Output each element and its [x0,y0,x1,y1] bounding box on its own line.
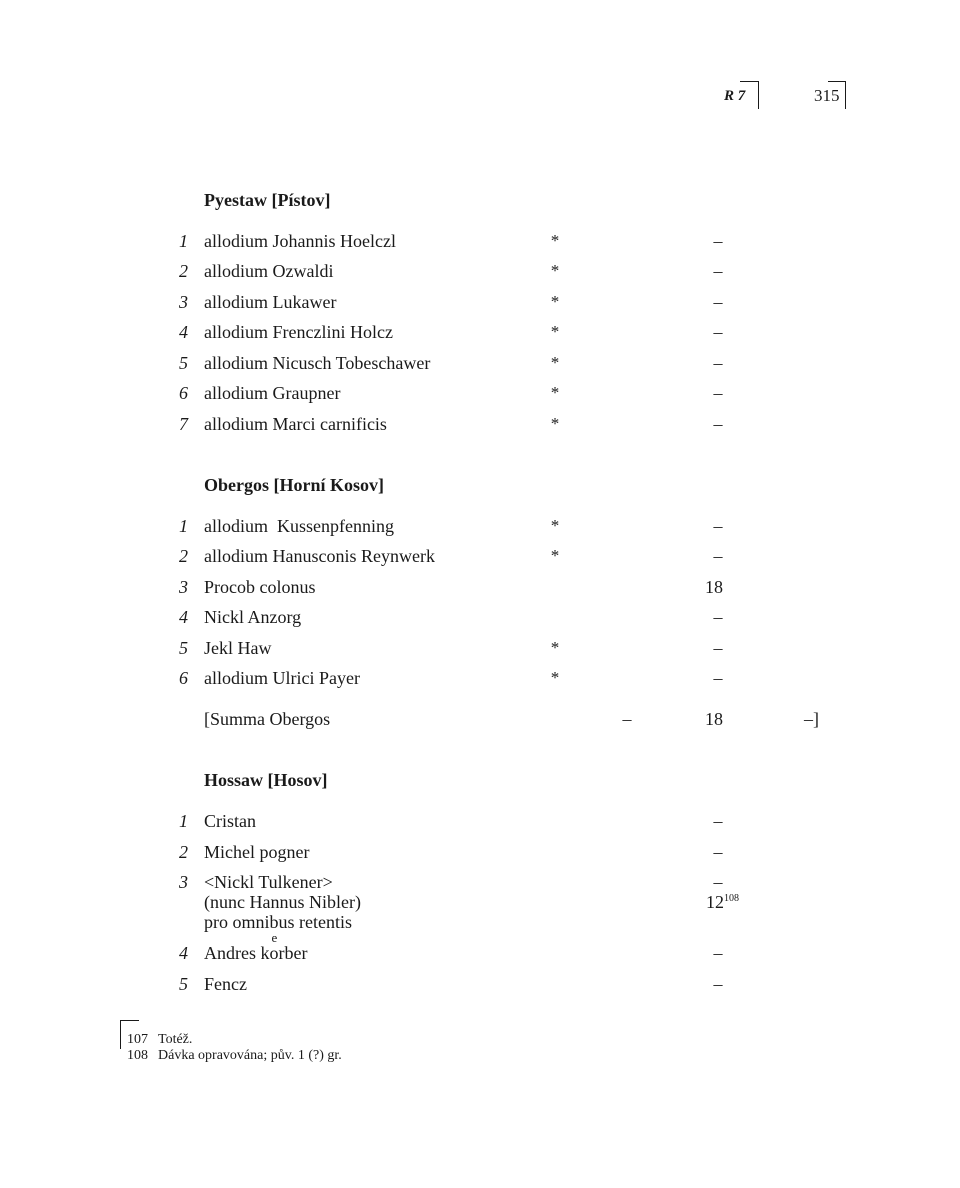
row-text: allodium Marci carnificis [204,414,387,434]
summa-label: [Summa Obergos [204,709,331,729]
row-value: – [713,872,723,892]
row-value: – [713,546,723,566]
row-number: 2 [179,261,188,281]
row-value: – [713,353,723,373]
row-value: – [713,974,723,994]
summa-col3: –] [804,709,819,729]
section-title: Hossaw [Hosov] [204,770,328,790]
row-value: – [713,261,723,281]
row-text-line: (nunc Hannus Nibler) [204,892,361,912]
row-value: – [713,383,723,403]
row-number: 3 [179,292,188,312]
row-value: – [713,607,723,627]
row-value: – [713,231,723,251]
row-text: allodium Nicusch Tobeschawer [204,353,431,373]
row-number: 1 [179,516,188,536]
row-mark: * [550,516,560,535]
row-text: allodium Lukawer [204,292,337,312]
row-text: Fencz [204,974,247,994]
summa-col1: – [622,709,632,729]
row-number: 2 [179,842,188,862]
row-number: 6 [179,383,188,403]
row-number: 4 [179,322,188,342]
row-value: – [713,638,723,658]
row-mark: * [550,322,560,341]
footnote-number: 107 [127,1032,148,1047]
row-text: allodium Johannis Hoelczl [204,231,396,251]
row-text: allodium Frenczlini Holcz [204,322,393,342]
row-text-line: pro omnibus retentis [204,912,352,932]
row-value-corrected [706,892,739,912]
row-mark: * [550,383,560,402]
row-value: – [713,668,723,688]
row-text: Andres k e orber [204,930,308,963]
row-text: allodium Hanusconis Reynwerk [204,546,435,566]
row-value: – [713,292,723,312]
row-number: 6 [179,668,188,688]
row-mark: * [550,353,560,372]
row-text: allodium Ulrici Payer [204,668,360,688]
footnote-number: 108 [127,1048,148,1063]
header-corner-mark [828,81,846,109]
row-mark: * [550,668,560,687]
header-corner-mark [740,81,759,109]
corrected-amount: 12 [706,892,724,912]
row-text: allodium Kussenpfenning [204,516,394,536]
row-mark: * [550,546,560,565]
row-number: 1 [179,811,188,831]
row-text-line: <Nickl Tulkener> [204,872,333,892]
row-value: 18 [705,577,723,597]
row-text: Procob colonus [204,577,316,597]
row-text: Michel pogner [204,842,310,862]
row-mark: * [550,638,560,657]
footnote-ref: 108 [724,893,739,904]
section-title: Obergos [Horní Kosov] [204,475,384,495]
row-mark: * [550,261,560,280]
row-text: allodium Ozwaldi [204,261,334,281]
row-number: 1 [179,231,188,251]
row-text: Nickl Anzorg [204,607,302,627]
row-mark: * [550,414,560,433]
section-title: Pyestaw [Pístov] [204,190,331,210]
row-number: 4 [179,943,188,963]
row-text: Cristan [204,811,256,831]
row-text: allodium Graupner [204,383,341,403]
row-value: – [713,811,723,831]
section-code: R 7 [724,88,746,104]
row-text: Jekl Haw [204,638,272,658]
footnote-text: Totéž. [158,1032,193,1047]
summa-col2: 18 [705,709,723,729]
row-value: – [713,414,723,434]
footnote-text: Dávka opravována; pův. 1 (?) gr. [158,1048,342,1063]
row-number: 2 [179,546,188,566]
row-number: 3 [179,577,188,597]
row-value: – [713,322,723,342]
row-number: 3 [179,872,188,892]
row-number: 5 [179,974,188,994]
row-value: – [713,516,723,536]
row-value: – [713,842,723,862]
row-mark: * [550,231,560,250]
page-number: 315 [814,86,840,105]
row-value: – [713,943,723,963]
row-number: 5 [179,638,188,658]
row-mark: * [550,292,560,311]
row-number: 5 [179,353,188,373]
row-number: 7 [179,414,188,434]
row-number: 4 [179,607,188,627]
